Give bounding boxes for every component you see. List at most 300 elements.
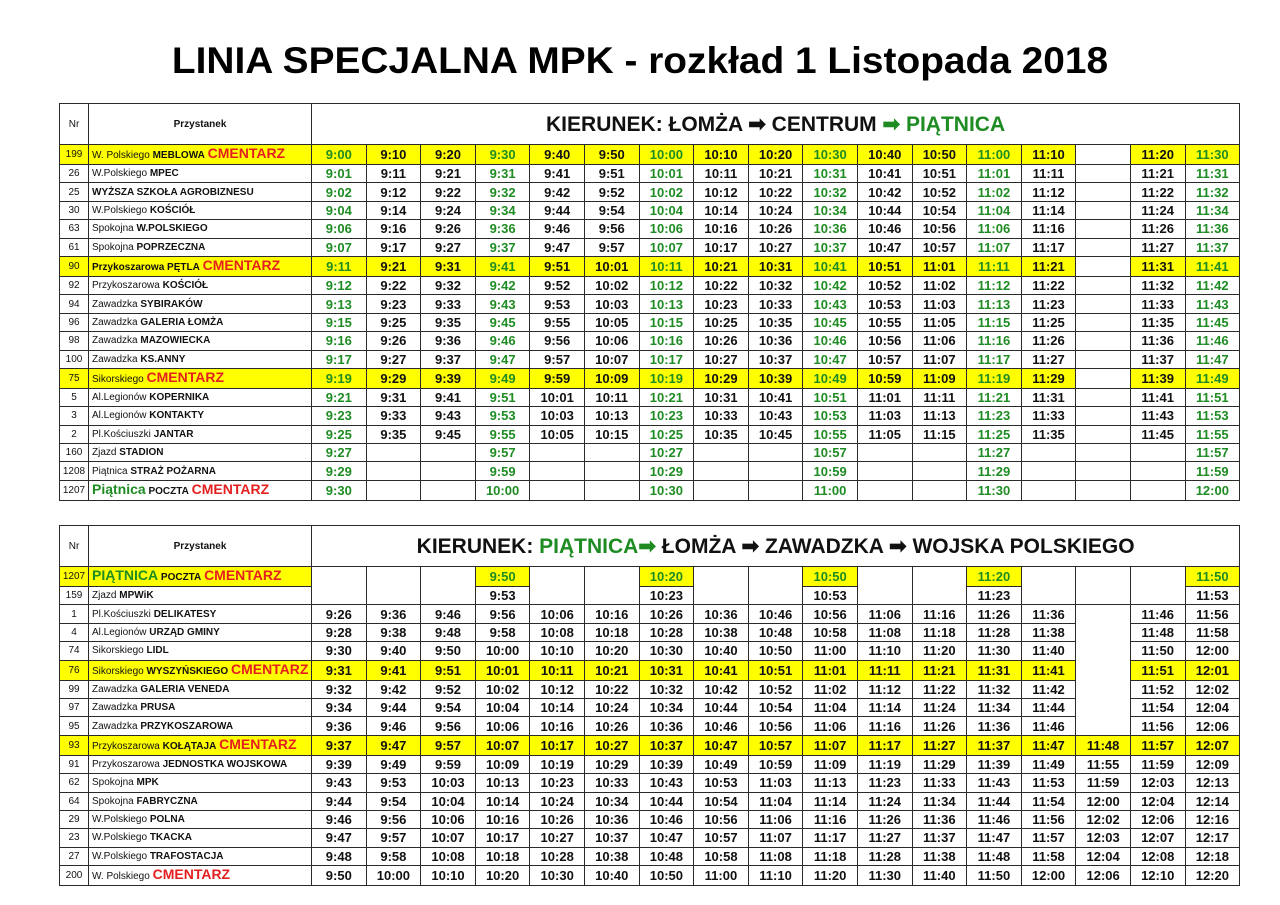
departure-time: 11:37	[967, 735, 1022, 755]
departure-time: 10:47	[639, 829, 694, 847]
departure-time: 11:01	[857, 388, 912, 406]
departure-time: 11:12	[1021, 183, 1076, 201]
departure-time: 11:40	[912, 866, 967, 886]
departure-time: 11:25	[967, 425, 1022, 443]
table-row	[60, 145, 1240, 165]
departure-time: 9:45	[475, 313, 530, 331]
departure-time: 11:59	[1076, 774, 1131, 792]
cemetery-label: CMENTARZ	[152, 866, 231, 883]
departure-time: 11:33	[1021, 407, 1076, 425]
departure-time: 11:30	[1185, 145, 1240, 165]
stop-street: Zjazd	[92, 447, 117, 459]
stop-street: Zawadzka	[92, 298, 138, 310]
departure-time: 11:04	[967, 201, 1022, 219]
empty-cell	[530, 567, 585, 605]
departure-time: 11:28	[967, 623, 1022, 641]
departure-time: 10:23	[694, 295, 749, 313]
departure-time: 9:53	[475, 587, 530, 605]
departure-time: 9:39	[421, 368, 476, 388]
departure-time: 9:33	[421, 295, 476, 313]
departure-time: 10:06	[584, 332, 639, 350]
departure-time: 11:37	[1185, 238, 1240, 256]
stop-name	[89, 605, 312, 623]
departure-time: 11:14	[857, 698, 912, 716]
departure-time	[1021, 462, 1076, 480]
departure-time: 11:16	[967, 332, 1022, 350]
departure-time: 9:37	[312, 735, 367, 755]
stop-number: 61	[60, 238, 89, 256]
departure-time: 11:15	[967, 313, 1022, 331]
stop-number: 94	[60, 295, 89, 313]
departure-time: 10:56	[694, 810, 749, 828]
departure-time: 10:24	[584, 698, 639, 716]
departure-time: 11:21	[967, 388, 1022, 406]
departure-time: 11:36	[912, 810, 967, 828]
departure-time: 11:10	[1021, 145, 1076, 165]
departure-time	[366, 444, 421, 462]
departure-time: 10:19	[639, 368, 694, 388]
departure-time	[748, 480, 803, 500]
stop-name	[89, 660, 312, 680]
departure-time: 11:02	[967, 183, 1022, 201]
departure-time: 9:44	[366, 698, 421, 716]
departure-time: 9:53	[475, 407, 530, 425]
departure-time: 11:35	[1021, 425, 1076, 443]
departure-time: 9:44	[312, 792, 367, 810]
departure-time: 9:57	[530, 350, 585, 368]
column-header-stop: Przystanek	[89, 526, 312, 567]
destination-label: PIĄTNICA	[900, 112, 1006, 136]
departure-time: 10:53	[803, 407, 858, 425]
departure-time: 9:52	[530, 276, 585, 294]
departure-time: 9:15	[312, 313, 367, 331]
stop-label: POLNA	[149, 814, 185, 826]
departure-time: 10:04	[475, 698, 530, 716]
departure-time: 10:03	[530, 407, 585, 425]
departure-time: 10:41	[857, 165, 912, 183]
departure-time: 11:25	[1021, 313, 1076, 331]
stop-name	[89, 792, 312, 810]
table-row	[60, 680, 1240, 698]
departure-time: 11:57	[1185, 444, 1240, 462]
departure-time: 12:13	[1185, 774, 1240, 792]
departure-time: 10:27	[639, 444, 694, 462]
departure-time	[1076, 480, 1131, 500]
stop-name	[89, 444, 312, 462]
stop-number: 1207	[60, 567, 89, 587]
stop-street: Sikorskiego	[92, 373, 144, 385]
departure-time: 11:49	[1021, 755, 1076, 773]
stop-street: Spokojna	[92, 241, 134, 253]
table-row	[60, 238, 1240, 256]
arrow-right-icon: ➡	[748, 112, 766, 136]
stop-street: Pl.Kościuszki	[92, 608, 151, 620]
departure-time: 10:10	[530, 642, 585, 660]
stop-name	[89, 642, 312, 660]
departure-time	[1076, 350, 1131, 368]
stop-name	[89, 847, 312, 865]
table-row	[60, 792, 1240, 810]
departure-time: 10:59	[748, 755, 803, 773]
stop-street: Al.Legionów	[92, 392, 147, 404]
departure-time	[1021, 480, 1076, 500]
departure-time: 11:30	[967, 642, 1022, 660]
stop-street: Zawadzka	[92, 316, 138, 328]
departure-time: 9:21	[421, 165, 476, 183]
stop-street: Zawadzka	[92, 720, 138, 732]
departure-time: 11:29	[912, 755, 967, 773]
departure-time: 10:05	[530, 425, 585, 443]
departure-time: 10:03	[584, 295, 639, 313]
departure-time: 10:03	[421, 774, 476, 792]
stop-label: GALERIA VENEDA	[140, 683, 230, 695]
departure-time: 10:29	[694, 368, 749, 388]
stop-label: KOŚCIÓŁ	[149, 204, 196, 216]
departure-time: 9:31	[312, 660, 367, 680]
departure-time	[857, 462, 912, 480]
departure-time	[1130, 480, 1185, 500]
departure-time: 9:21	[366, 256, 421, 276]
departure-time: 10:37	[639, 735, 694, 755]
departure-time: 9:46	[530, 220, 585, 238]
departure-time: 11:50	[1130, 642, 1185, 660]
stop-number: 199	[60, 145, 89, 165]
departure-time: 10:13	[584, 407, 639, 425]
departure-time: 9:41	[366, 660, 421, 680]
departure-time: 10:53	[694, 774, 749, 792]
departure-time: 11:59	[1185, 462, 1240, 480]
departure-time: 9:56	[530, 332, 585, 350]
departure-time: 10:07	[639, 238, 694, 256]
table-row	[60, 717, 1240, 735]
departure-time: 9:42	[530, 183, 585, 201]
departure-time: 9:32	[475, 183, 530, 201]
departure-time: 11:48	[1076, 735, 1131, 755]
departure-time: 11:57	[1130, 735, 1185, 755]
departure-time: 10:54	[912, 201, 967, 219]
departure-time: 11:12	[967, 276, 1022, 294]
table-row	[60, 698, 1240, 716]
departure-time: 10:44	[857, 201, 912, 219]
stop-name	[89, 332, 312, 350]
departure-time: 11:33	[912, 774, 967, 792]
departure-time: 10:22	[584, 680, 639, 698]
stop-name	[89, 810, 312, 828]
departure-time: 11:01	[912, 256, 967, 276]
departure-time: 10:06	[530, 605, 585, 623]
departure-time: 11:13	[967, 295, 1022, 313]
departure-time: 12:04	[1130, 792, 1185, 810]
departure-time: 9:27	[366, 350, 421, 368]
departure-time: 10:30	[803, 145, 858, 165]
departure-time: 10:32	[639, 680, 694, 698]
departure-time: 11:55	[1185, 425, 1240, 443]
departure-time: 10:41	[803, 256, 858, 276]
departure-time: 10:50	[803, 567, 858, 587]
departure-time: 9:36	[312, 717, 367, 735]
departure-time: 10:26	[584, 717, 639, 735]
departure-time: 11:32	[1130, 276, 1185, 294]
departure-time: 11:11	[1021, 165, 1076, 183]
departure-time: 9:59	[421, 755, 476, 773]
departure-time: 10:33	[748, 295, 803, 313]
departure-time: 10:26	[694, 332, 749, 350]
departure-time: 11:47	[967, 829, 1022, 847]
departure-time: 9:01	[312, 165, 367, 183]
departure-time: 11:16	[1021, 220, 1076, 238]
departure-time: 11:53	[1185, 587, 1240, 605]
departure-time: 10:59	[857, 368, 912, 388]
departure-time: 9:30	[312, 642, 367, 660]
stop-name	[89, 256, 312, 276]
stop-name	[89, 295, 312, 313]
departure-time: 10:35	[748, 313, 803, 331]
departure-time: 9:12	[366, 183, 421, 201]
departure-time: 11:26	[912, 717, 967, 735]
stop-name	[89, 407, 312, 425]
departure-time: 9:24	[421, 201, 476, 219]
stop-name	[89, 276, 312, 294]
stop-label: POCZTA	[160, 572, 202, 583]
departure-time: 11:23	[857, 774, 912, 792]
departure-time: 10:05	[584, 313, 639, 331]
departure-time	[421, 480, 476, 500]
stop-street: Spokojna	[92, 795, 134, 807]
departure-time: 11:58	[1021, 847, 1076, 865]
departure-time: 10:51	[912, 165, 967, 183]
departure-time: 11:27	[857, 829, 912, 847]
stop-name	[89, 774, 312, 792]
departure-time: 9:26	[312, 605, 367, 623]
departure-time: 10:50	[912, 145, 967, 165]
departure-time: 10:26	[530, 810, 585, 828]
departure-time: 9:17	[312, 350, 367, 368]
departure-time: 10:23	[639, 587, 694, 605]
stop-name	[89, 755, 312, 773]
departure-time	[694, 444, 749, 462]
departure-time: 11:57	[1021, 829, 1076, 847]
departure-time: 9:42	[475, 276, 530, 294]
departure-time: 10:30	[639, 642, 694, 660]
departure-time: 10:36	[803, 220, 858, 238]
departure-time: 11:43	[1185, 295, 1240, 313]
table-row	[60, 350, 1240, 368]
stop-name	[89, 462, 312, 480]
departure-time: 10:29	[584, 755, 639, 773]
departure-time: 9:41	[475, 256, 530, 276]
departure-time: 11:54	[1021, 792, 1076, 810]
departure-time: 9:31	[366, 388, 421, 406]
departure-time: 11:27	[1130, 238, 1185, 256]
departure-time: 11:59	[1130, 755, 1185, 773]
departure-time: 11:00	[803, 642, 858, 660]
departure-time: 9:57	[475, 444, 530, 462]
departure-time: 11:23	[1021, 295, 1076, 313]
departure-time: 10:06	[475, 717, 530, 735]
origin-label: PIĄTNICA	[539, 534, 639, 558]
departure-time: 10:44	[639, 792, 694, 810]
departure-time: 10:54	[748, 698, 803, 716]
table-row	[60, 295, 1240, 313]
departure-time: 11:11	[857, 660, 912, 680]
table-row	[60, 623, 1240, 641]
departure-time: 10:33	[694, 407, 749, 425]
empty-cell	[312, 567, 367, 605]
departure-time: 10:41	[748, 388, 803, 406]
departure-time	[1076, 145, 1131, 165]
departure-time: 9:52	[421, 680, 476, 698]
departure-time: 11:38	[1021, 623, 1076, 641]
departure-time: 11:41	[1130, 388, 1185, 406]
table-row	[60, 774, 1240, 792]
stop-name	[89, 220, 312, 238]
departure-time: 10:51	[803, 388, 858, 406]
stop-street: Zawadzka	[92, 683, 138, 695]
departure-time: 10:46	[694, 717, 749, 735]
table-row	[60, 642, 1240, 660]
stop-number: 27	[60, 847, 89, 865]
departure-time: 12:00	[1185, 642, 1240, 660]
departure-time: 10:37	[748, 350, 803, 368]
departure-time: 10:11	[584, 388, 639, 406]
departure-time: 10:20	[748, 145, 803, 165]
stop-name	[89, 480, 312, 500]
departure-time: 10:00	[639, 145, 694, 165]
departure-time: 11:21	[1021, 256, 1076, 276]
departure-time: 10:52	[857, 276, 912, 294]
departure-time: 12:07	[1185, 735, 1240, 755]
departure-time: 11:02	[912, 276, 967, 294]
departure-time: 11:22	[912, 680, 967, 698]
cemetery-label: CMENTARZ	[191, 480, 270, 497]
departure-time: 11:18	[912, 623, 967, 641]
departure-time: 11:17	[1021, 238, 1076, 256]
departure-time: 10:39	[639, 755, 694, 773]
departure-time: 12:16	[1185, 810, 1240, 828]
departure-time: 9:49	[475, 368, 530, 388]
departure-time	[421, 444, 476, 462]
departure-time: 10:57	[748, 735, 803, 755]
departure-time: 9:44	[530, 201, 585, 219]
departure-time: 11:46	[1130, 605, 1185, 623]
departure-time: 11:40	[1021, 642, 1076, 660]
departure-time: 11:08	[857, 623, 912, 641]
departure-time: 9:42	[366, 680, 421, 698]
table-row	[60, 567, 1240, 587]
departure-time: 11:08	[748, 847, 803, 865]
departure-time	[1130, 462, 1185, 480]
departure-time: 11:16	[803, 810, 858, 828]
departure-time: 10:45	[748, 425, 803, 443]
stop-street: Pl.Kościuszki	[92, 428, 151, 440]
departure-time: 11:13	[803, 774, 858, 792]
stop-label: KS.ANNY	[140, 353, 186, 365]
departure-time: 9:46	[421, 605, 476, 623]
stop-number: 2	[60, 425, 89, 443]
table-row	[60, 183, 1240, 201]
departure-time: 11:36	[1130, 332, 1185, 350]
table-row	[60, 866, 1240, 886]
departure-time: 11:46	[1021, 717, 1076, 735]
departure-time: 11:00	[803, 480, 858, 500]
departure-time: 10:14	[694, 201, 749, 219]
departure-time	[748, 462, 803, 480]
departure-time: 11:38	[912, 847, 967, 865]
table-row	[60, 407, 1240, 425]
departure-time: 11:44	[967, 792, 1022, 810]
stop-number: 1	[60, 605, 89, 623]
departure-time: 11:14	[1021, 201, 1076, 219]
departure-time: 9:47	[366, 735, 421, 755]
stop-name	[89, 717, 312, 735]
stop-street: Piątnica	[92, 465, 128, 477]
departure-time: 10:46	[639, 810, 694, 828]
stop-label: MPK	[136, 777, 159, 789]
departure-time: 9:57	[366, 829, 421, 847]
departure-time: 9:31	[475, 165, 530, 183]
stop-name	[89, 145, 312, 165]
departure-time: 11:24	[1130, 201, 1185, 219]
empty-cell	[366, 567, 421, 605]
departure-time: 10:53	[803, 587, 858, 605]
departure-time: 11:37	[912, 829, 967, 847]
table-row	[60, 276, 1240, 294]
departure-time	[1076, 276, 1131, 294]
departure-time: 10:32	[803, 183, 858, 201]
departure-time: 9:43	[421, 407, 476, 425]
page-title: LINIA SPECJALNA MPK - rozkład 1 Listopada 2018	[171, 40, 1109, 81]
departure-time: 11:54	[1130, 698, 1185, 716]
departure-time: 10:30	[530, 866, 585, 886]
departure-time: 9:51	[584, 165, 639, 183]
departure-time: 10:13	[639, 295, 694, 313]
departure-time: 11:28	[857, 847, 912, 865]
departure-time: 9:58	[475, 623, 530, 641]
departure-time: 11:37	[1130, 350, 1185, 368]
departure-time: 11:39	[967, 755, 1022, 773]
departure-time: 10:56	[912, 220, 967, 238]
table-header	[60, 526, 1240, 567]
stop-label: PĘTLA	[167, 261, 200, 273]
departure-time: 9:32	[421, 276, 476, 294]
departure-time: 9:50	[421, 642, 476, 660]
departure-time: 11:13	[912, 407, 967, 425]
departure-time: 11:34	[912, 792, 967, 810]
departure-time: 9:22	[421, 183, 476, 201]
cemetery-label: CMENTARZ	[230, 660, 309, 677]
stop-number: 75	[60, 368, 89, 388]
departure-time: 9:51	[475, 388, 530, 406]
stop-street: Sikorskiego	[92, 645, 144, 657]
departure-time: 12:00	[1021, 866, 1076, 886]
departure-time: 10:40	[694, 642, 749, 660]
departure-time: 10:20	[584, 642, 639, 660]
departure-time: 9:56	[421, 717, 476, 735]
departure-time: 10:23	[639, 407, 694, 425]
departure-time: 11:22	[1130, 183, 1185, 201]
departure-time: 9:20	[421, 145, 476, 165]
departure-time: 10:52	[748, 680, 803, 698]
departure-time: 10:16	[530, 717, 585, 735]
stop-label: GALERIA ŁOMŻA	[140, 316, 224, 328]
departure-time: 10:06	[421, 810, 476, 828]
empty-cell	[1130, 567, 1185, 605]
departure-time: 11:36	[967, 717, 1022, 735]
departure-time: 11:48	[1130, 623, 1185, 641]
stop-number: 25	[60, 183, 89, 201]
stop-name	[89, 388, 312, 406]
departure-time	[1076, 238, 1131, 256]
